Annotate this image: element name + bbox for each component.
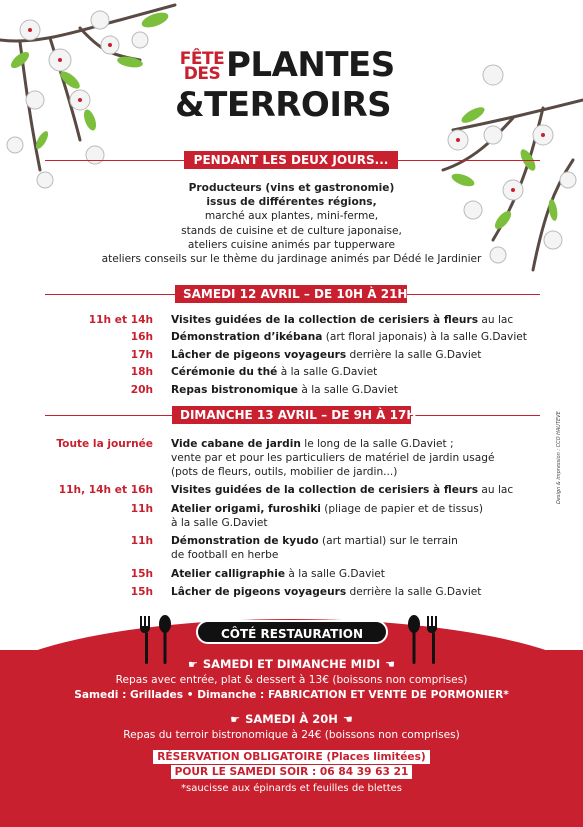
two-days-line: Producteurs (vins et gastronomie) [188, 182, 395, 194]
activity-detail: derrière la salle G.Daviet [346, 586, 482, 598]
activity-title: Vide cabane de jardin [171, 438, 301, 450]
pointing-hand-icon: ☚ [342, 713, 353, 726]
weekend-lunch-title [0, 657, 583, 672]
two-days-line: ateliers conseils sur le thème du jardinage animés par Dédé le Jardinier [101, 253, 482, 266]
activity-detail: (art floral japonais) à la salle G.Daviet [322, 331, 527, 344]
schedule-time: 11h [130, 535, 153, 548]
saturday-evening-price: Repas du terroir bistronomique à 24€ (boissons non comprises) [123, 729, 460, 741]
reservation-label: RÉSERVATION OBLIGATOIRE (Places limitées) [153, 750, 429, 764]
schedule-activity [171, 585, 481, 599]
activity-detail-line: de football en herbe [171, 549, 279, 562]
activity-title: Lâcher de pigeons voyageurs [171, 348, 347, 361]
title-terroirs: &TERROIRS [175, 85, 392, 125]
section-heading-two-days: PENDANT LES DEUX JOURS... [184, 151, 398, 169]
schedule-activity [171, 437, 495, 479]
title-fete: FÊTE [179, 49, 225, 69]
schedule-activity [171, 330, 527, 344]
two-days-line: issus de différentes régions, [206, 196, 377, 209]
activity-detail: à la salle G.Daviet [297, 383, 398, 396]
activity-detail-line: à la salle G.Daviet [171, 516, 268, 529]
schedule-activity [171, 534, 458, 562]
schedule-time: 16h [130, 331, 153, 344]
title-des: DES [183, 64, 221, 84]
title-fete-des [176, 49, 228, 84]
schedule-time: 11h [130, 502, 153, 515]
footnote: *saucisse aux épinards et feuilles de blettes [181, 783, 402, 794]
schedule-activity [171, 383, 398, 397]
print-credit: Design & impression : CCO HAUTEVE [556, 411, 562, 504]
schedule-time: 15h [130, 586, 153, 598]
activity-detail: au lac [478, 484, 514, 497]
schedule-time: 17h [130, 348, 153, 361]
activity-detail-line: (pots de fleurs, outils, mobilier de jardin...) [171, 466, 398, 478]
two-days-line: ateliers cuisine animés par tupperware [187, 238, 396, 251]
title-plantes: PLANTES [226, 45, 395, 85]
two-days-line: marché aux plantes, mini-ferme, [204, 210, 379, 223]
activity-title: Atelier calligraphie [171, 567, 286, 580]
reservation-phone [0, 765, 583, 779]
activity-detail: le long de la salle G.Daviet ; [300, 438, 454, 450]
section-heading-sunday: DIMANCHE 13 AVRIL – DE 9H À 17H [172, 406, 411, 424]
phone-label: POUR LE SAMEDI SOIR : 06 84 39 63 21 [171, 765, 413, 779]
weekend-lunch-menu: Samedi : Grillades • Dimanche : FABRICATION ET VENTE DE PORMONIER* [74, 689, 509, 701]
activity-detail: au lac [478, 314, 514, 326]
schedule-time: 20h [130, 383, 153, 396]
schedule-activity [171, 483, 513, 497]
schedule-time: 15h [130, 567, 153, 580]
saturday-evening-title [0, 712, 583, 727]
section-heading-saturday: SAMEDI 12 AVRIL – DE 10H À 21H [175, 285, 407, 303]
weekend-lunch-price: Repas avec entrée, plat & dessert à 13€ (boissons non comprises) [115, 674, 468, 686]
schedule-time: 11h et 14h [88, 314, 153, 326]
schedule-time: 18h [130, 366, 153, 379]
two-days-description [40, 181, 543, 266]
pointing-hand-icon: ☛ [187, 658, 198, 671]
weekend-lunch-label: SAMEDI ET DIMANCHE MIDI [202, 657, 381, 671]
schedule-activity [171, 313, 513, 327]
activity-title: Visites guidées de la collection de cerisiers à fleurs [171, 314, 479, 326]
two-days-line: stands de cuisine et de culture japonaise, [181, 224, 402, 237]
schedule-time: 11h, 14h et 16h [58, 484, 153, 497]
activity-detail: à la salle G.Daviet [285, 567, 385, 580]
saturday-evening-label: SAMEDI À 20H [245, 712, 338, 726]
activity-title: Atelier origami, furoshiki [171, 502, 321, 515]
pointing-hand-icon: ☚ [385, 658, 396, 671]
restaurant-heading: CÔTÉ RESTAURATION [196, 620, 388, 644]
activity-title: Visites guidées de la collection de cerisiers à fleurs [171, 484, 479, 497]
reservation-notice [0, 750, 583, 764]
schedule-activity [171, 365, 377, 379]
schedule-time: Toute la journée [56, 438, 153, 450]
schedule-activity [171, 502, 483, 530]
activity-title: Repas bistronomique [171, 383, 298, 396]
activity-detail: (pliage de papier et de tissus) [320, 502, 483, 515]
schedule-activity [171, 567, 385, 581]
schedule-activity [171, 348, 481, 362]
pointing-hand-icon: ☛ [230, 713, 241, 726]
activity-title: Démonstration de kyudo [171, 535, 319, 548]
activity-detail: derrière la salle G.Daviet [346, 348, 482, 361]
activity-title: Lâcher de pigeons voyageurs [171, 586, 347, 598]
activity-detail: (art martial) sur le terrain [318, 535, 458, 548]
activity-title: Démonstration d’ikébana [171, 331, 323, 344]
activity-title: Cérémonie du thé [171, 366, 278, 379]
activity-detail-line: vente par et pour les particuliers de matériel de jardin usagé [171, 452, 495, 464]
cherry-blossom-left [0, 0, 180, 200]
activity-detail: à la salle G.Daviet [277, 366, 378, 379]
